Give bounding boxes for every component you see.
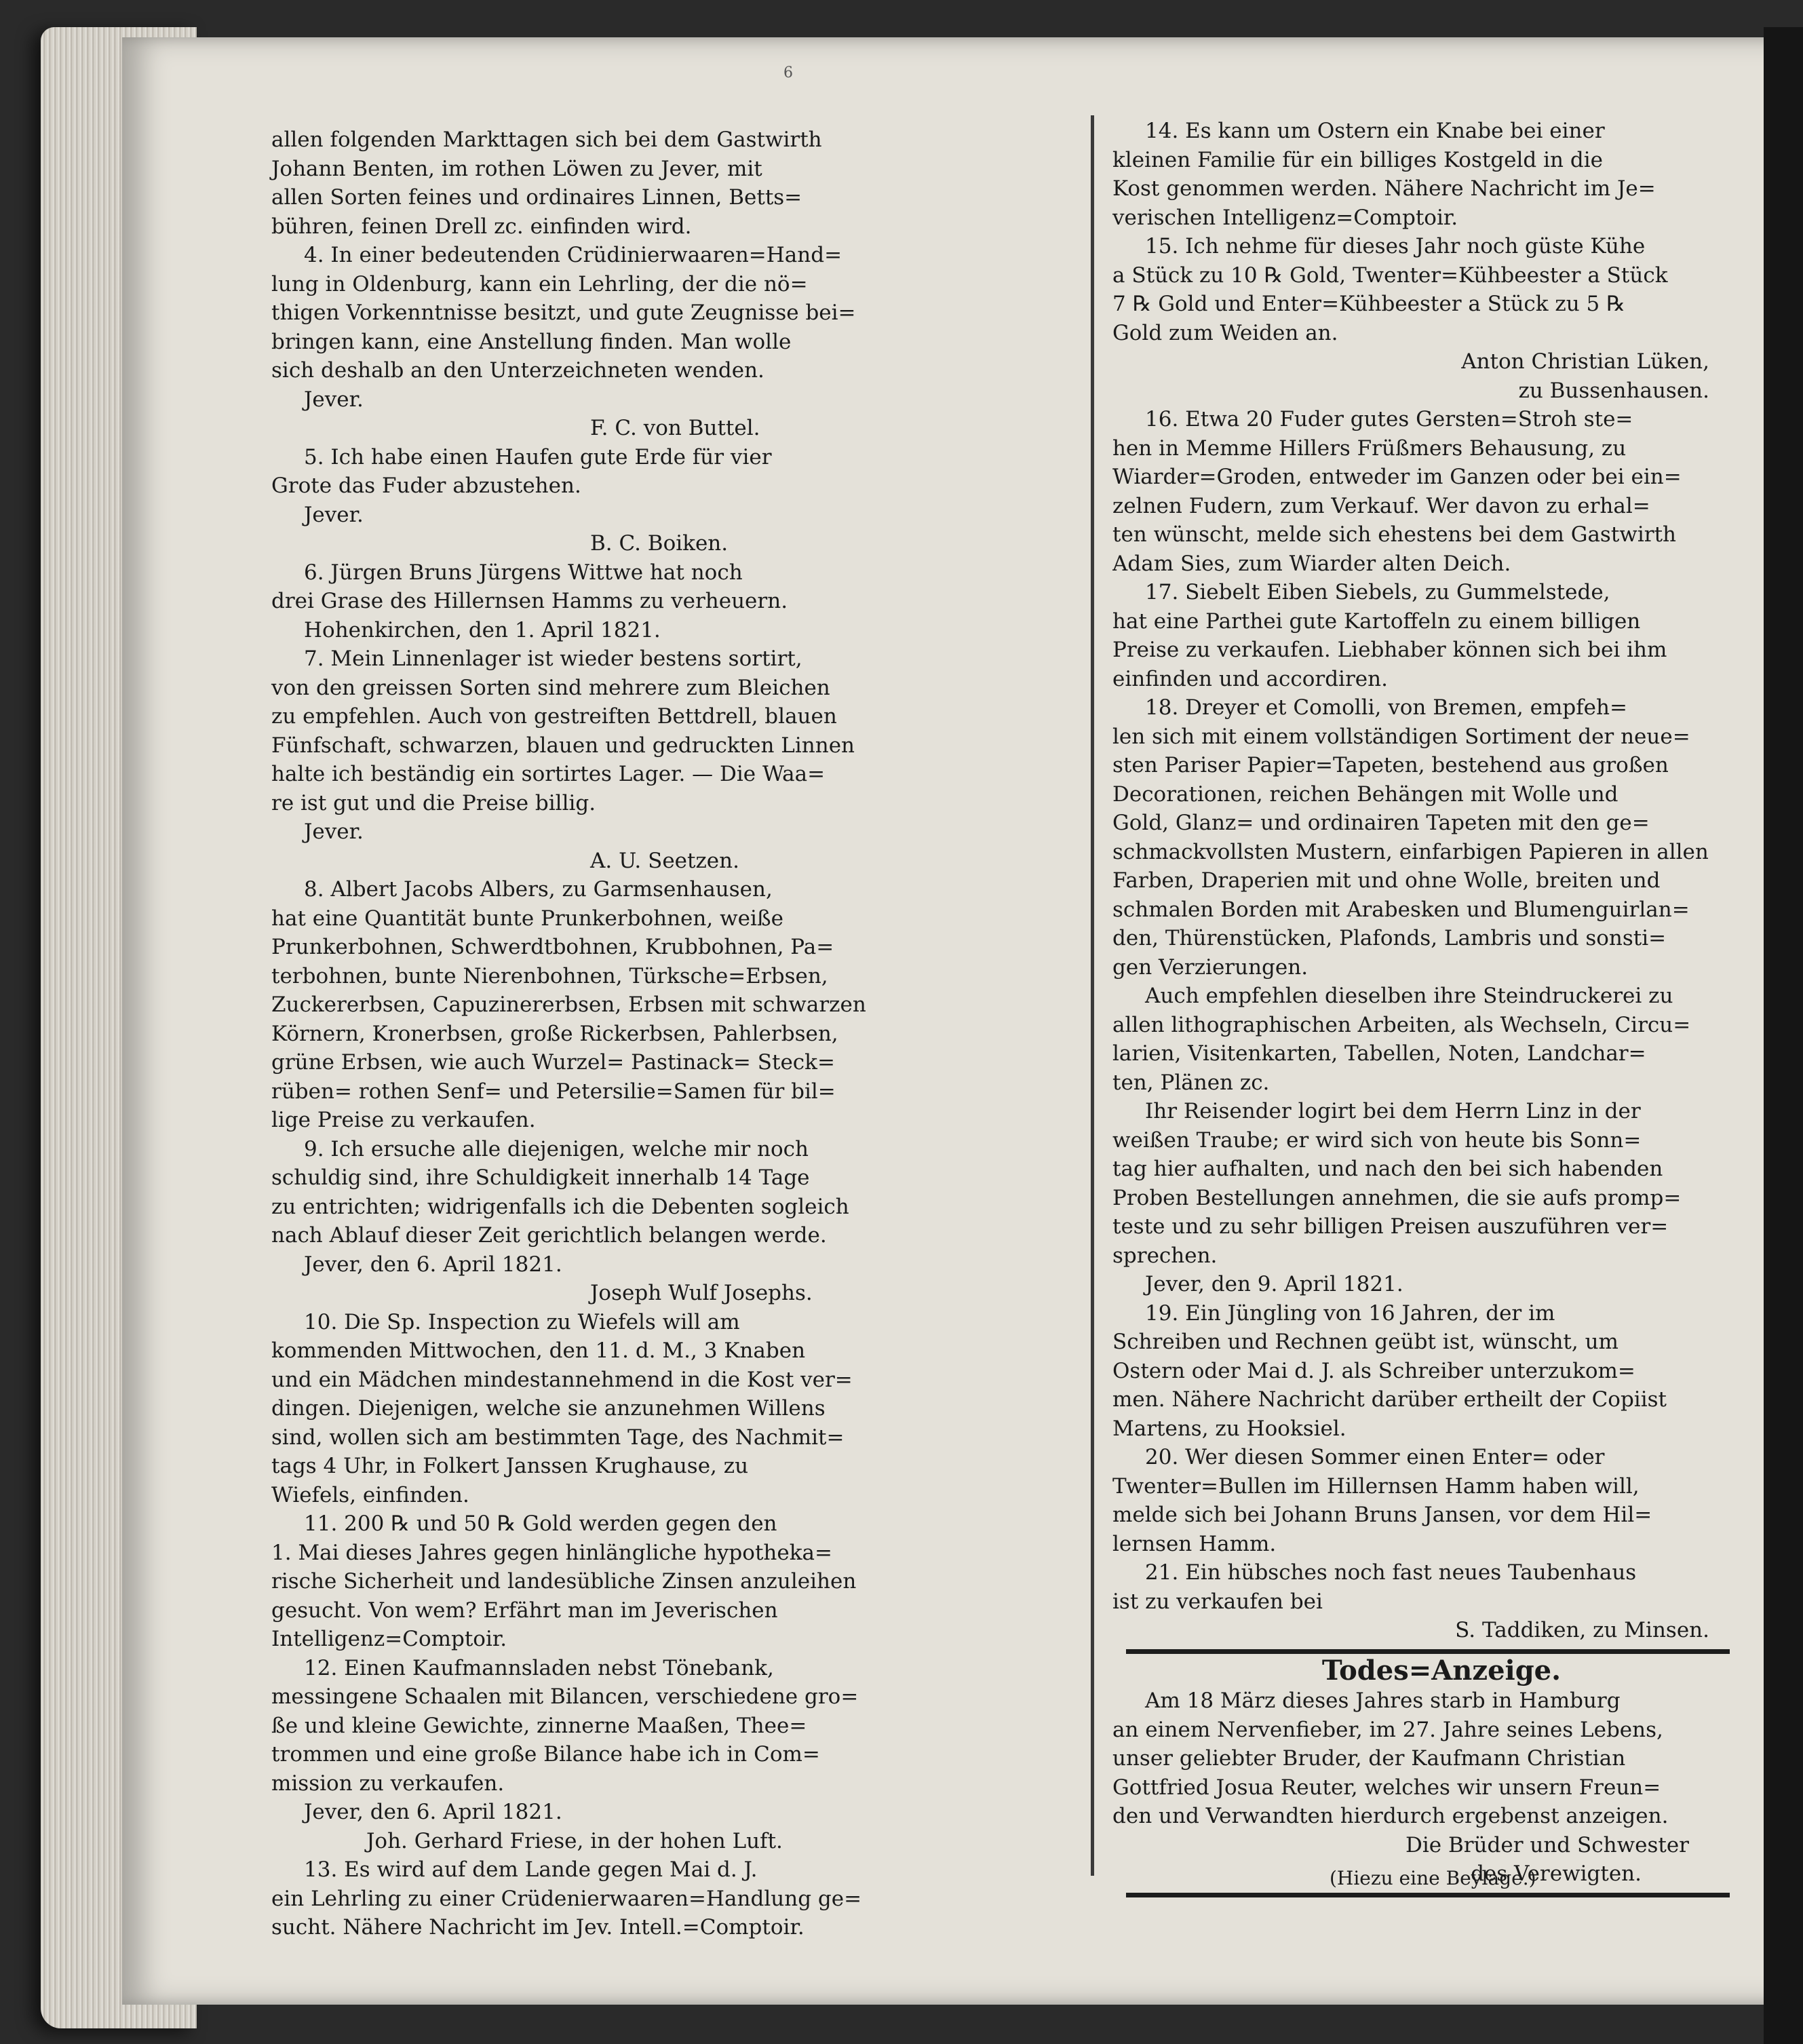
text-line: Schreiben und Rechnen geübt ist, wünscht, um xyxy=(1112,1330,1618,1354)
text-line: hat eine Parthei gute Kartoffeln zu einem billigen xyxy=(1112,609,1641,634)
text-line: 16. Etwa 20 Fuder gutes Gersten=Stroh ste= xyxy=(1145,407,1633,431)
text-line: 21. Ein hübsches noch fast neues Taubenhaus xyxy=(1145,1560,1637,1585)
text-line: Ostern oder Mai d. J. als Schreiber unterzukom= xyxy=(1112,1358,1635,1383)
text-line: 9. Ich ersuche alle diejenigen, welche mir noch xyxy=(304,1136,809,1161)
text-line: verischen Intelligenz=Comptoir. xyxy=(1112,205,1458,230)
text-line: re ist gut und die Preise billig. xyxy=(271,790,596,815)
text-line: a Stück zu 10 ℞ Gold, Twenter=Kühbeester a Stück xyxy=(1112,263,1668,288)
text-line: drei Grase des Hillernsen Hamms zu verheuern. xyxy=(271,589,788,613)
text-line: Jever, den 6. April 1821. xyxy=(304,1252,562,1277)
text-line: sich deshalb an den Unterzeichneten wenden. xyxy=(271,358,764,383)
text-line: Jever. xyxy=(304,819,364,844)
text-line: Proben Bestellungen annehmen, die sie aufs promp= xyxy=(1112,1185,1682,1210)
text-line: 12. Einen Kaufmannsladen nebst Tönebank, xyxy=(304,1655,774,1680)
text-line: weißen Traube; er wird sich von heute bis Sonn= xyxy=(1112,1127,1642,1153)
text-line: schmackvollsten Mustern, einfarbigen Papieren in allen xyxy=(1112,839,1709,864)
text-line: einfinden und accordiren. xyxy=(1112,666,1388,691)
text-line: allen folgenden Markttagen sich bei dem Gastwirth xyxy=(271,128,822,152)
text-line: Wiarder=Groden, entweder im Ganzen oder bei ein= xyxy=(1112,465,1682,489)
text-line: Hohenkirchen, den 1. April 1821. xyxy=(304,617,661,642)
text-line: sucht. Nähere Nachricht im Jev. Intell.=Comptoir. xyxy=(271,1915,804,1940)
text-line: Jever. xyxy=(304,502,364,527)
text-line: grüne Erbsen, wie auch Wurzel= Pastinack= Steck= xyxy=(271,1050,835,1075)
text-line: teste und zu sehr billigen Preisen auszuführen ver= xyxy=(1112,1214,1669,1239)
text-line: hen in Memme Hillers Früßmers Behausung, zu xyxy=(1112,436,1627,461)
text-line: Joseph Wulf Josephs. xyxy=(590,1281,813,1305)
text-line: Gold zum Weiden an. xyxy=(1112,320,1338,345)
text-line: lung in Oldenburg, kann ein Lehrling, der die nö= xyxy=(271,271,808,296)
text-line: Jever. xyxy=(304,387,364,412)
text-line: A. U. Seetzen. xyxy=(590,848,739,873)
notice-line: unser geliebter Bruder, der Kaufmann Christian xyxy=(1112,1746,1626,1771)
notice-top-rule xyxy=(1126,1649,1730,1654)
text-line: B. C. Boiken. xyxy=(590,531,729,556)
text-line: halte ich beständig ein sortirtes Lager. — Die Waa= xyxy=(271,762,826,786)
notice-line: Gottfried Josua Reuter, welches wir unsern Freun= xyxy=(1112,1775,1661,1800)
text-line: zu Bussenhausen. xyxy=(1518,378,1709,403)
text-line: trommen und eine große Bilance habe ich in Com= xyxy=(271,1742,820,1767)
text-line: 8. Albert Jacobs Albers, zu Garmsenhausen, xyxy=(304,877,773,902)
supplement-note: (Hiezu eine Beylage.) xyxy=(1330,1867,1536,1889)
text-line: Martens, zu Hooksiel. xyxy=(1112,1416,1346,1441)
text-line: Adam Sies, zum Wiarder alten Deich. xyxy=(1112,551,1511,576)
text-line: 1. Mai dieses Jahres gegen hinlängliche hypotheka= xyxy=(271,1540,832,1565)
text-line: sind, wollen sich am bestimmten Tage, des Nachmit= xyxy=(271,1425,845,1450)
text-line: Preise zu verkaufen. Liebhaber können sich bei ihm xyxy=(1112,638,1667,662)
right-column-ads xyxy=(1112,117,1770,1645)
text-line: Gold, Glanz= und ordinairen Tapeten mit den ge= xyxy=(1112,811,1650,835)
text-line: sprechen. xyxy=(1112,1243,1218,1268)
text-line: ist zu verkaufen bei xyxy=(1112,1589,1323,1614)
text-line: 19. Ein Jüngling von 16 Jahren, der im xyxy=(1145,1300,1555,1326)
text-line: Fünfschaft, schwarzen, blauen und gedruckten Linnen xyxy=(271,733,855,758)
text-line: hat eine Quantität bunte Prunkerbohnen, weiße xyxy=(271,906,783,931)
text-line: 18. Dreyer et Comolli, von Bremen, empfeh= xyxy=(1145,695,1627,720)
text-line: ten, Plänen zc. xyxy=(1112,1070,1270,1095)
text-line: allen lithographischen Arbeiten, als Wechseln, Circu= xyxy=(1112,1012,1691,1037)
text-line: lernsen Hamm. xyxy=(1112,1531,1277,1556)
text-line: Decorationen, reichen Behängen mit Wolle und xyxy=(1112,782,1618,807)
text-line: ein Lehrling zu einer Crüdenierwaaren=Handlung ge= xyxy=(271,1886,862,1911)
text-line: zu entrichten; widrigenfalls ich die Debenten sogleich xyxy=(271,1194,849,1219)
column-divider xyxy=(1091,115,1094,1876)
text-line: Joh. Gerhard Friese, in der hohen Luft. xyxy=(366,1828,783,1853)
text-line: und ein Mädchen mindestannehmend in die Kost ver= xyxy=(271,1367,853,1392)
text-line: 20. Wer diesen Sommer einen Enter= oder xyxy=(1145,1445,1605,1469)
text-line: 17. Siebelt Eiben Siebels, zu Gummelstede, xyxy=(1145,580,1610,604)
text-line: Wiefels, einfinden. xyxy=(271,1482,469,1507)
text-line: 4. In einer bedeutenden Crüdinierwaaren=Hand= xyxy=(304,243,842,267)
text-line: schuldig sind, ihre Schuldigkeit innerhalb 14 Tage xyxy=(271,1165,810,1190)
text-line: schmalen Borden mit Arabesken und Blumenguirlan= xyxy=(1112,897,1690,922)
text-line: den, Thürenstücken, Plafonds, Lambris und sonsti= xyxy=(1112,926,1667,950)
text-line: Prunkerbohnen, Schwerdtbohnen, Krubbohnen, Pa= xyxy=(271,935,834,959)
text-line: bringen kann, eine Anstellung finden. Man wolle xyxy=(271,329,792,354)
death-notice-body xyxy=(1112,1686,1770,1831)
text-line: rische Sicherheit und landesübliche Zinsen anzuleihen xyxy=(271,1569,857,1594)
text-line: Jever, den 9. April 1821. xyxy=(1145,1272,1403,1296)
text-line: tags 4 Uhr, in Folkert Janssen Krughause, zu xyxy=(271,1454,749,1478)
text-line: Auch empfehlen dieselben ihre Steindruckerei zu xyxy=(1145,984,1673,1008)
text-line: 7 ℞ Gold und Enter=Kühbeester a Stück zu 5 ℞ xyxy=(1112,292,1625,316)
text-line: Grote das Fuder abzustehen. xyxy=(271,474,581,498)
notice-line: an einem Nervenfieber, im 27. Jahre seines Lebens, xyxy=(1112,1717,1663,1742)
text-line: melde sich bei Johann Bruns Jansen, vor dem Hil= xyxy=(1112,1503,1652,1527)
text-line: Körnern, Kronerbsen, große Rickerbsen, Pahlerbsen, xyxy=(271,1021,838,1046)
text-line: lige Preise zu verkaufen. xyxy=(271,1108,536,1132)
text-line: len sich mit einem vollständigen Sortiment der neue= xyxy=(1112,724,1690,749)
text-line: von den greissen Sorten sind mehrere zum Bleichen xyxy=(271,675,830,700)
text-line: Zuckererbsen, Capuzinererbsen, Erbsen mit schwarzen xyxy=(271,992,866,1017)
text-line: Ihr Reisender logirt bei dem Herrn Linz in der xyxy=(1145,1099,1641,1123)
text-line: thigen Vorkenntnisse besitzt, und gute Zeugnisse bei= xyxy=(271,301,856,325)
text-line: terbohnen, bunte Nierenbohnen, Türksche=Erbsen, xyxy=(271,963,828,988)
text-line: zu empfehlen. Auch von gestreiften Bettdrell, blauen xyxy=(271,704,837,729)
text-line: 15. Ich nehme für dieses Jahr noch güste Kühe xyxy=(1145,234,1646,258)
text-line: 14. Es kann um Ostern ein Knabe bei einer xyxy=(1145,119,1605,143)
text-line: 13. Es wird auf dem Lande gegen Mai d. J. xyxy=(304,1857,758,1882)
text-line: men. Nähere Nachricht darüber ertheilt der Copiist xyxy=(1112,1387,1667,1412)
text-line: Kost genommen werden. Nähere Nachricht im Je= xyxy=(1112,176,1656,201)
text-line: tag hier aufhalten, und nach den bei sich habenden xyxy=(1112,1157,1663,1181)
notice-line: Am 18 März dieses Jahres starb in Hamburg xyxy=(1145,1689,1621,1713)
death-notice-signature-1: Die Brüder und Schwester xyxy=(1405,1832,1689,1857)
text-line: gen Verzierungen. xyxy=(1112,954,1308,980)
text-line: Intelligenz=Comptoir. xyxy=(271,1627,507,1651)
death-notice-heading: Todes=Anzeige. xyxy=(1321,1654,1562,1686)
left-column xyxy=(271,126,1065,1942)
text-line: nach Ablauf dieser Zeit gerichtlich belangen werde. xyxy=(271,1223,827,1248)
text-line: ße und kleine Gewichte, zinnerne Maaßen, Thee= xyxy=(271,1713,807,1738)
text-line: larien, Visitenkarten, Tabellen, Noten, Landchar= xyxy=(1112,1041,1646,1066)
page-mark: 6 xyxy=(783,64,793,81)
text-line: kleinen Familie für ein billiges Kostgeld in die xyxy=(1112,147,1603,172)
text-line: sten Pariser Papier=Tapeten, bestehend aus großen xyxy=(1112,753,1669,777)
text-line: Johann Benten, im rothen Löwen zu Jever, mit xyxy=(271,156,762,181)
text-line: 11. 200 ℞ und 50 ℞ Gold werden gegen den xyxy=(304,1511,777,1536)
right-column xyxy=(1112,117,1770,1900)
text-line: 6. Jürgen Bruns Jürgens Wittwe hat noch xyxy=(304,560,743,585)
text-line: Farben, Draperien mit und ohne Wolle, breiten und xyxy=(1112,868,1661,893)
text-line: 10. Die Sp. Inspection zu Wiefels will am xyxy=(304,1309,740,1334)
notice-bottom-rule xyxy=(1126,1893,1730,1897)
text-line: 7. Mein Linnenlager ist wieder bestens sortirt, xyxy=(304,647,802,671)
text-line: dingen. Diejenigen, welche sie anzunehmen Willens xyxy=(271,1396,826,1421)
text-line: 5. Ich habe einen Haufen gute Erde für vier xyxy=(304,444,772,469)
text-line: rüben= rothen Senf= und Petersilie=Samen für bil= xyxy=(271,1079,836,1104)
text-line: S. Taddiken, zu Minsen. xyxy=(1455,1618,1709,1642)
notice-line: den und Verwandten hierdurch ergebenst anzeigen. xyxy=(1112,1804,1669,1828)
text-line: messingene Schaalen mit Bilancen, verschiedene gro= xyxy=(271,1684,859,1709)
text-line: Jever, den 6. April 1821. xyxy=(304,1800,562,1824)
text-line: kommenden Mittwochen, den 11. d. M., 3 Knaben xyxy=(271,1338,806,1363)
text-line: mission zu verkaufen. xyxy=(271,1771,505,1796)
text-line: allen Sorten feines und ordinaires Linnen, Betts= xyxy=(271,185,802,210)
text-line: Twenter=Bullen im Hillernsen Hamm haben will, xyxy=(1112,1473,1640,1499)
text-line: F. C. von Buttel. xyxy=(590,416,760,440)
text-line: Anton Christian Lüken, xyxy=(1461,349,1709,374)
text-line: zelnen Fudern, zum Verkauf. Wer davon zu erhal= xyxy=(1112,493,1650,518)
text-line: gesucht. Von wem? Erfährt man im Jeverischen xyxy=(271,1598,778,1623)
text-line: bühren, feinen Drell zc. einfinden wird. xyxy=(271,214,692,239)
death-notice-signature-2: des Verewigten. xyxy=(1471,1862,1642,1886)
text-line: ten wünscht, melde sich ehestens bei dem Gastwirth xyxy=(1112,522,1676,547)
